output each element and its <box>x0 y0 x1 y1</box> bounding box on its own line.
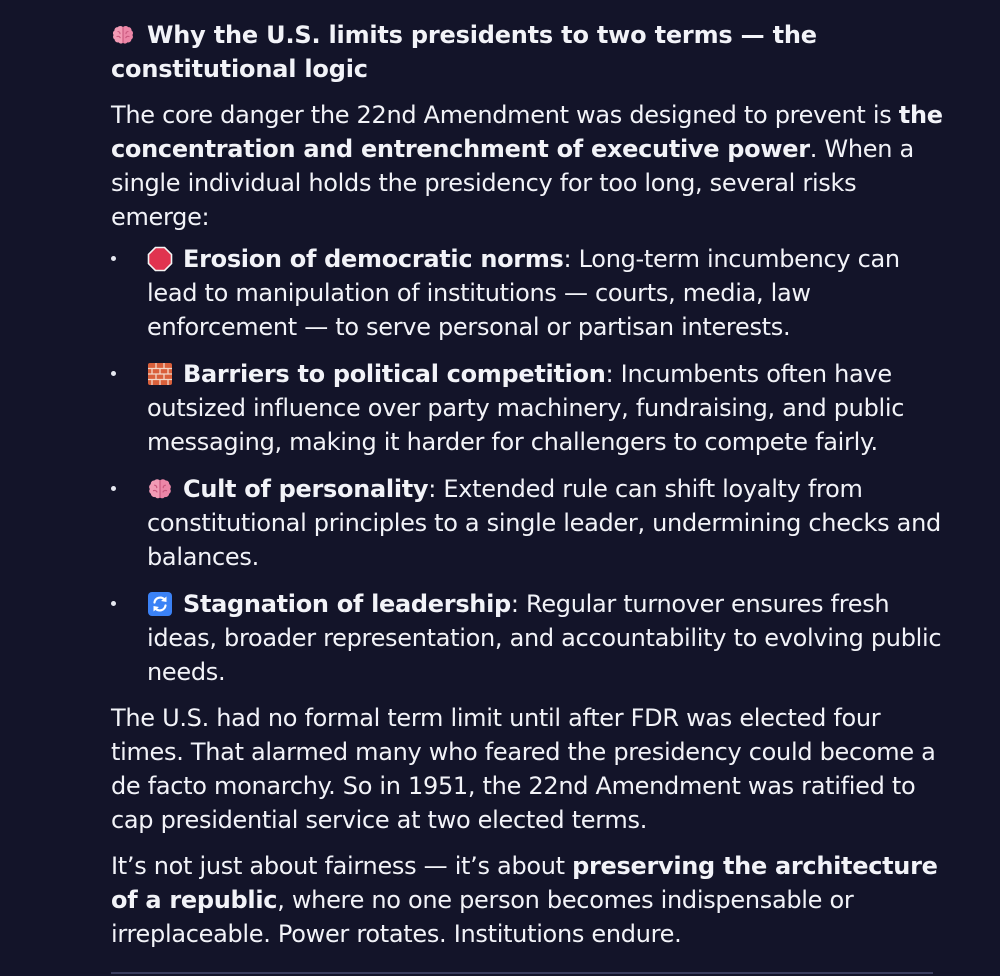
bullet-point <box>111 371 116 376</box>
intro-paragraph <box>111 98 951 234</box>
risk-description: : Long-term incumbency can lead to manipulation of institutions — courts, media, law enforcement — to serve personal or partisan interests. <box>147 245 900 341</box>
response-content <box>111 18 951 951</box>
brick-wall-icon <box>147 361 173 387</box>
closing-emphasis: preserving the architecture of a republic <box>111 852 938 914</box>
risk-description: : Extended rule can shift loyalty from constitutional principles to a single leader, undermining checks and balances. <box>147 475 941 571</box>
risk-title: Cult of personality <box>183 475 429 503</box>
refresh-arrows-icon <box>147 591 173 617</box>
bullet-point <box>111 256 116 261</box>
bullet-point <box>111 486 116 491</box>
list-item <box>111 587 951 689</box>
brain-icon <box>111 23 135 47</box>
brain-icon <box>147 476 173 502</box>
bullet-point <box>111 601 116 606</box>
risk-title: Barriers to political competition <box>183 360 606 388</box>
risk-title: Stagnation of leadership <box>183 590 511 618</box>
risk-description: : Regular turnover ensures fresh ideas, broader representation, and accountability to evolving public needs. <box>147 590 942 686</box>
list-item <box>111 472 951 574</box>
closing-paragraph <box>111 849 951 951</box>
intro-emphasis: the concentration and entrenchment of executive power <box>111 101 943 163</box>
closing-text-end: , where no one person becomes indispensable or irreplaceable. Power rotates. Institutions endure. <box>111 886 854 948</box>
content-divider <box>111 972 933 974</box>
section-heading <box>111 18 951 86</box>
risk-list <box>111 242 951 689</box>
list-item <box>111 242 951 344</box>
risk-description: : Incumbents often have outsized influence over party machinery, fundraising, and public messaging, making it harder for challengers to compete fairly. <box>147 360 905 456</box>
risk-title: Erosion of democratic norms <box>183 245 564 273</box>
intro-text: The core danger the 22nd Amendment was designed to prevent is <box>111 101 899 129</box>
stop-sign-icon <box>147 246 173 272</box>
history-paragraph: The U.S. had no formal term limit until after FDR was elected four times. That alarmed many who feared the presidency could become a de facto monarchy. So in 1951, the 22nd Amendment was ratified to cap presidential service at two elected terms. <box>111 704 936 834</box>
closing-text: It’s not just about fairness — it’s about <box>111 852 573 880</box>
list-item <box>111 357 951 459</box>
section-heading-text: Why the U.S. limits presidents to two terms — the constitutional logic <box>111 21 817 83</box>
intro-text-end: . When a single individual holds the presidency for too long, several risks emerge: <box>111 135 914 231</box>
